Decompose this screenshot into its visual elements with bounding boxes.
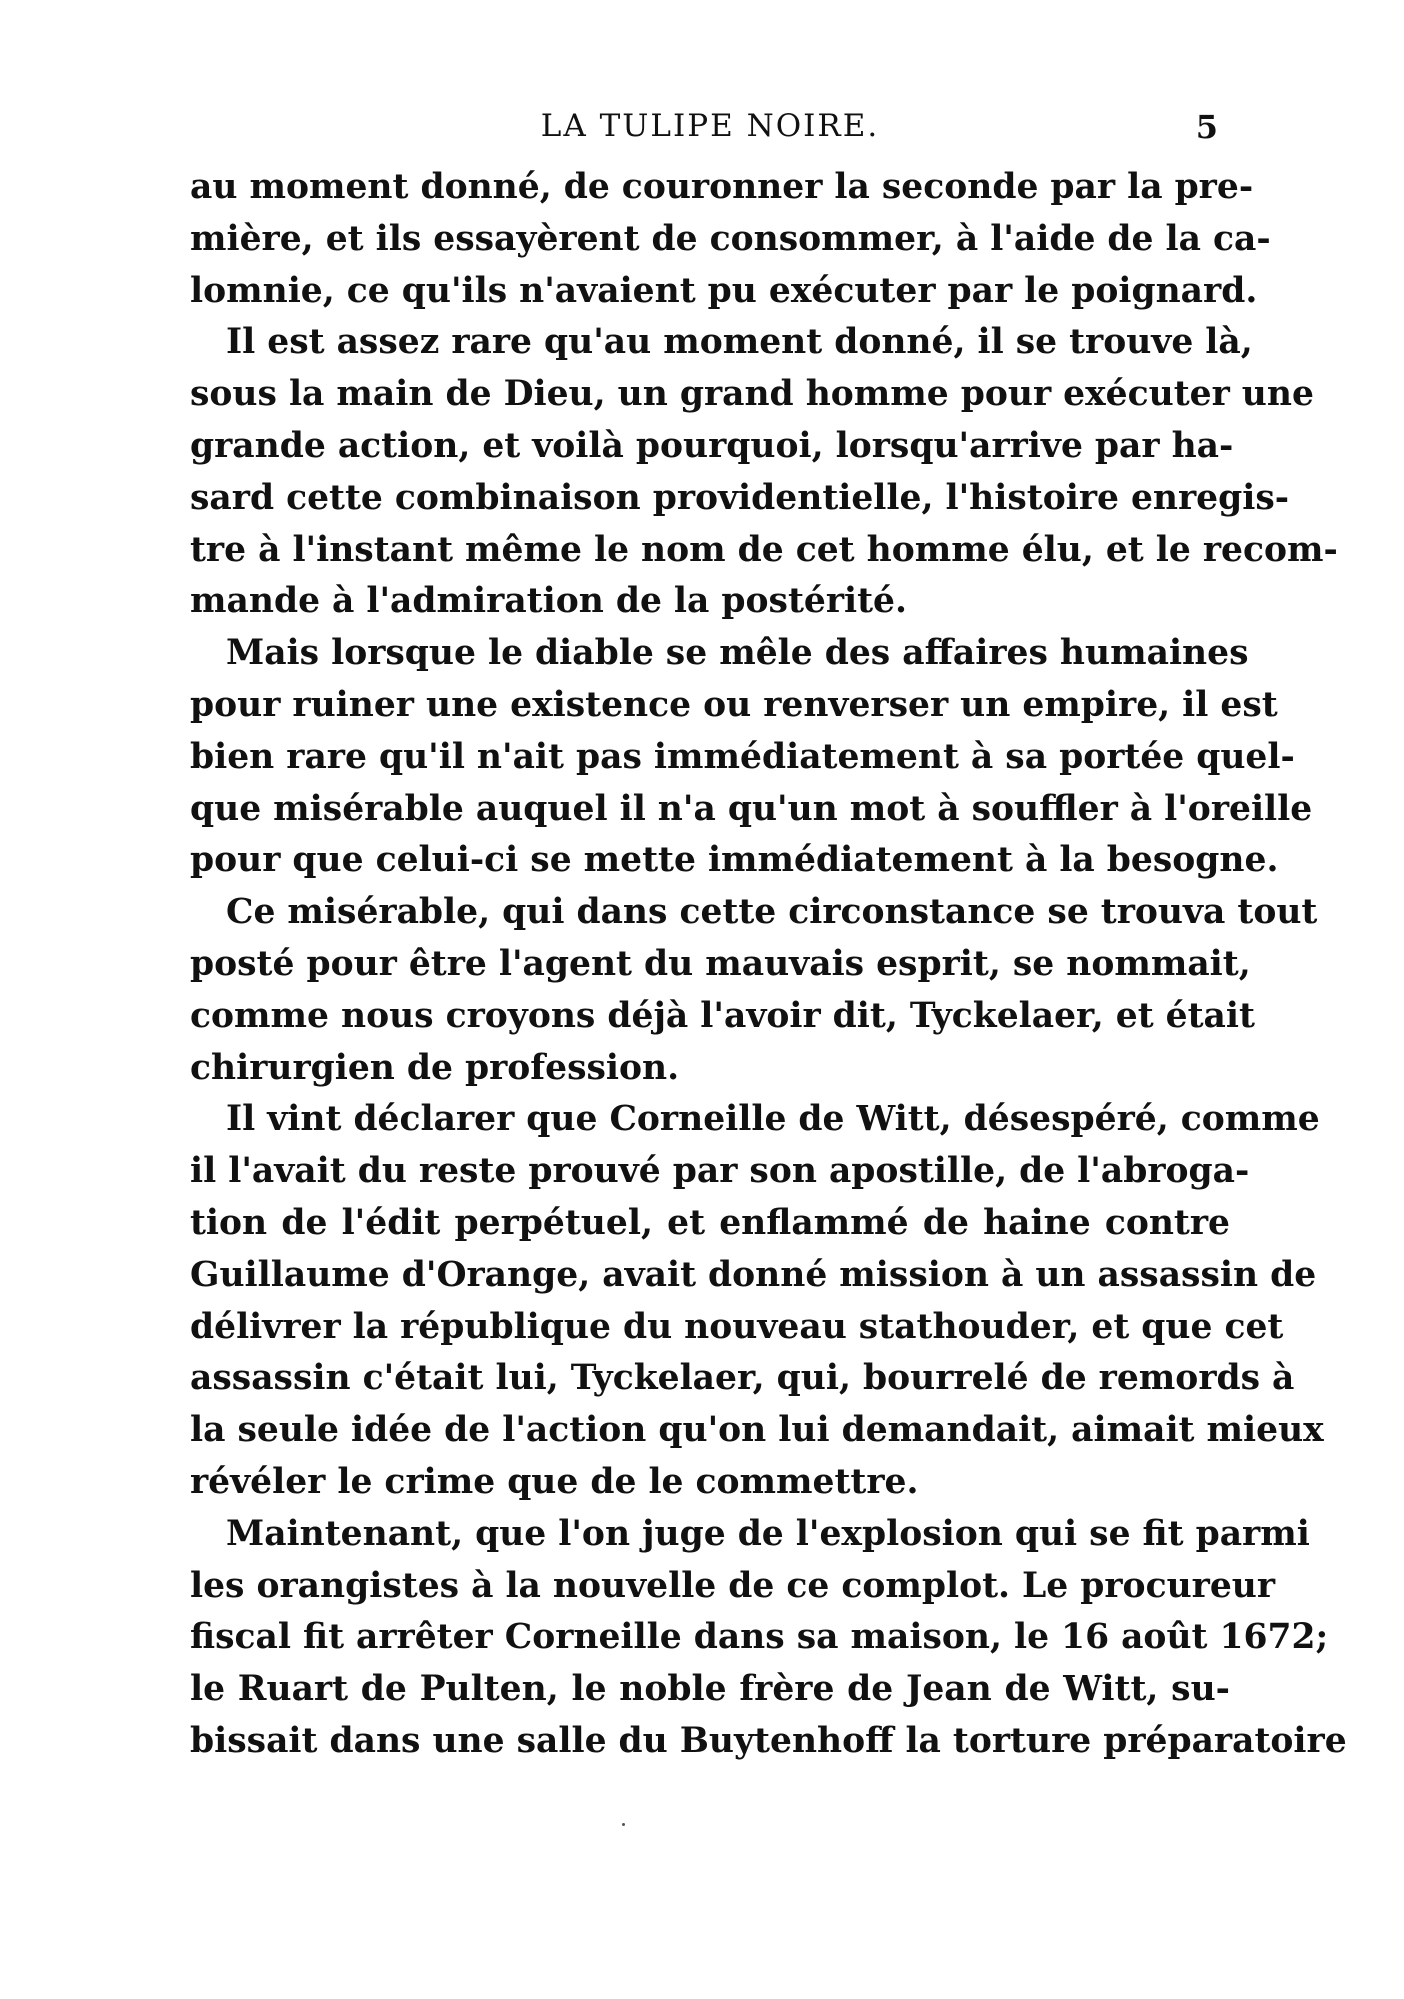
text-line: il l'avait du reste prouvé par son apostille, de l'abroga- bbox=[190, 1151, 1250, 1192]
text-line: la seule idée de l'action qu'on lui demandait, aimait mieux bbox=[190, 1410, 1324, 1451]
text-line: assassin c'était lui, Tyckelaer, qui, bourrelé de remords à bbox=[190, 1358, 1295, 1399]
text-line: fiscal fit arrêter Corneille dans sa maison, le 16 août 1672; bbox=[190, 1617, 1329, 1658]
text-line: Il vint déclarer que Corneille de Witt, désespéré, comme bbox=[226, 1099, 1320, 1140]
text-line: le Ruart de Pulten, le noble frère de Jean de Witt, su- bbox=[190, 1669, 1230, 1710]
text-line: chirurgien de profession. bbox=[190, 1047, 680, 1088]
text-line: comme nous croyons déjà l'avoir dit, Tyckelaer, et était bbox=[190, 995, 1255, 1036]
text-line: lomnie, ce qu'ils n'avaient pu exécuter par le poignard. bbox=[190, 270, 1258, 311]
text-line: Mais lorsque le diable se mêle des affaires humaines bbox=[226, 633, 1249, 674]
text-line: sard cette combinaison providentielle, l'histoire enregis- bbox=[190, 477, 1290, 518]
text-line: posté pour être l'agent du mauvais esprit, se nommait, bbox=[190, 943, 1251, 984]
running-title: LA TULIPE NOIRE. bbox=[540, 108, 880, 144]
text-line: grande action, et voilà pourquoi, lorsqu'arrive par ha- bbox=[190, 425, 1234, 466]
paragraph-3 bbox=[190, 628, 1313, 887]
text-line: les orangistes à la nouvelle de ce complot. Le procureur bbox=[190, 1565, 1276, 1606]
running-head bbox=[190, 108, 1230, 152]
text-line: Il est assez rare qu'au moment donné, il se trouve là, bbox=[226, 322, 1253, 363]
text-line: Ce misérable, qui dans cette circonstance se trouva tout bbox=[226, 892, 1318, 933]
text-line: Maintenant, que l'on juge de l'explosion qui se fit parmi bbox=[226, 1513, 1310, 1554]
text-line: bien rare qu'il n'ait pas immédiatement à sa portée quel- bbox=[190, 736, 1295, 777]
text-line: pour ruiner une existence ou renverser un empire, il est bbox=[190, 684, 1278, 725]
print-speck bbox=[622, 1823, 625, 1826]
page-number: 5 bbox=[1195, 108, 1218, 146]
text-line: bissait dans une salle du Buytenhoff la torture préparatoire bbox=[190, 1720, 1347, 1761]
text-line: que misérable auquel il n'a qu'un mot à souffler à l'oreille bbox=[190, 788, 1313, 829]
paragraph-5 bbox=[190, 1094, 1324, 1508]
text-line: mande à l'admiration de la postérité. bbox=[190, 581, 908, 622]
text-line: tre à l'instant même le nom de cet homme élu, et le recom- bbox=[190, 529, 1338, 570]
paragraph-6 bbox=[190, 1509, 1347, 1768]
text-line: tion de l'édit perpétuel, et enflammé de haine contre bbox=[190, 1202, 1230, 1243]
text-line: au moment donné, de couronner la seconde par la pre- bbox=[190, 167, 1254, 207]
text-line: sous la main de Dieu, un grand homme pour exécuter une bbox=[190, 374, 1314, 415]
text-line: mière, et ils essayèrent de consommer, à l'aide de la ca- bbox=[190, 218, 1271, 259]
paragraph-2 bbox=[190, 317, 1338, 628]
text-line: révéler le crime que de le commettre. bbox=[190, 1461, 919, 1502]
body-text bbox=[190, 162, 1347, 1768]
paragraph-1 bbox=[190, 162, 1271, 317]
text-line: pour que celui-ci se mette immédiatement à la besogne. bbox=[190, 840, 1279, 881]
text-line: délivrer la république du nouveau stathouder, et que cet bbox=[190, 1306, 1284, 1347]
paragraph-4 bbox=[190, 887, 1318, 1094]
text-line: Guillaume d'Orange, avait donné mission à un assassin de bbox=[190, 1254, 1317, 1295]
